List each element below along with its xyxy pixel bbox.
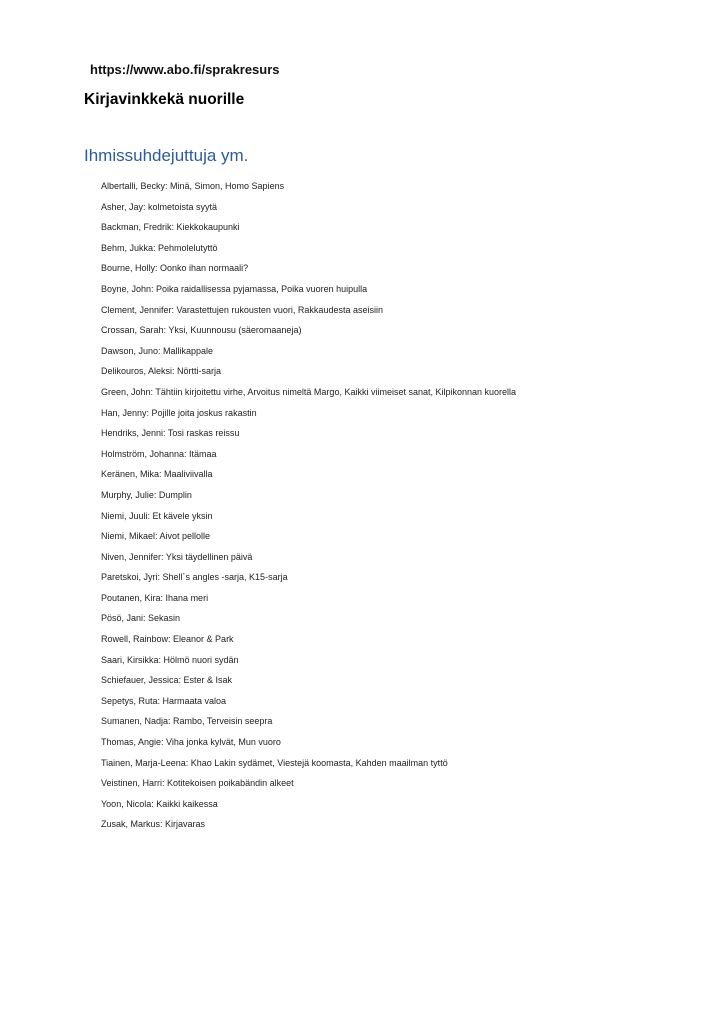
book-list-item: Niemi, Juuli: Et kävele yksin [101, 510, 213, 521]
book-list-item: Schiefauer, Jessica: Ester & Isak [101, 675, 233, 686]
book-list-item: Thomas, Angie: Viha jonka kylvät, Mun vuoro [101, 737, 281, 748]
book-list-item: Han, Jenny: Pojille joita joskus rakastin [101, 407, 257, 418]
book-list [101, 181, 621, 840]
book-list-item: Dawson, Juno: Mallikappale [101, 345, 214, 356]
book-list-item: Veistinen, Harri: Kotitekoisen poikabändin alkeet [101, 778, 294, 789]
book-list-item: Bourne, Holly: Oonko ihan normaali? [101, 263, 249, 274]
book-list-item: Holmström, Johanna: Itämaa [101, 448, 217, 459]
book-list-item: Paretskoi, Jyri: Shell´s angles -sarja, K15-sarja [101, 572, 288, 583]
book-list-item: Poutanen, Kira: Ihana meri [101, 592, 209, 603]
book-list-item: Tiainen, Marja-Leena: Khao Lakin sydämet, Viestejä koomasta, Kahden maailman tyttö [101, 757, 448, 768]
book-list-item: Boyne, John: Poika raidallisessa pyjamassa, Poika vuoren huipulla [101, 283, 368, 294]
book-list-item: Sumanen, Nadja: Rambo, Terveisin seepra [101, 716, 273, 727]
source-url[interactable]: https://www.abo.fi/sprakresurs [90, 62, 280, 77]
book-list-item: Backman, Fredrik: Kiekkokaupunki [101, 222, 240, 233]
book-list-item: Delikouros, Aleksi: Nörtti-sarja [101, 366, 222, 377]
book-list-item: Asher, Jay: kolmetoista syytä [101, 201, 218, 212]
book-list-item: Sepetys, Ruta: Harmaata valoa [101, 695, 227, 706]
book-list-item: Albertalli, Becky: Minä, Simon, Homo Sapiens [101, 181, 285, 191]
book-list-item: Keränen, Mika: Maaliviivalla [101, 469, 213, 480]
book-list-item: Rowell, Rainbow: Eleanor & Park [101, 634, 234, 645]
book-list-item: Behm, Jukka: Pehmolelutyttö [101, 242, 218, 253]
book-list-item: Pösö, Jani: Sekasin [101, 613, 181, 624]
document-title: Kirjavinkkekä nuorille [84, 91, 245, 108]
book-list-item: Crossan, Sarah: Yksi, Kuunnousu (säeromaaneja) [101, 325, 302, 336]
section-heading: Ihmissuhdejuttuja ym. [84, 146, 249, 165]
book-list-item: Murphy, Julie: Dumplin [101, 489, 192, 500]
book-list-item: Yoon, Nicola: Kaikki kaikessa [101, 798, 218, 809]
book-list-item: Clement, Jennifer: Varastettujen rukousten vuori, Rakkaudesta aseisiin [101, 304, 383, 315]
book-list-item: Niven, Jennifer: Yksi täydellinen päivä [101, 551, 253, 562]
book-list-item: Zusak, Markus: Kirjavaras [101, 819, 206, 830]
book-list-item: Green, John: Tähtiin kirjoitettu virhe, Arvoitus nimeltä Margo, Kaikki viimeiset sanat, Kilpikonnan kuorella [101, 386, 517, 397]
book-list-item: Hendriks, Jenni: Tosi raskas reissu [101, 428, 240, 439]
book-list-item: Niemi, Mikael: Aivot pellolle [101, 531, 211, 542]
book-list-item: Saari, Kirsikka: Hölmö nuori sydän [101, 654, 239, 665]
